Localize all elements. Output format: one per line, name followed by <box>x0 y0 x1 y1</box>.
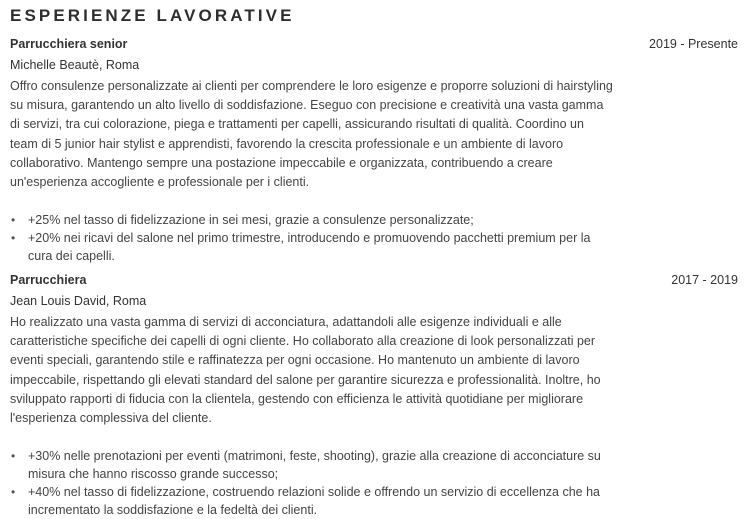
job-description: Ho realizzato una vasta gamma di servizi di acconciatura, adattandoli alle esigenze individuali e alle caratteristiche specifiche dei capelli di ogni cliente. Ho collaborato alla creazione di look personalizzati per eventi speciali, garantendo stile e raffinatezza per ogni occasione. Ho mantenuto un ambiente di lavoro impeccabile, rispettando gli elevati standard del salone per garantire sicurezza e professionalità. Inoltre, ho sviluppato rapporti di fiducia con la clientela, gestendo con efficienza le attività quotidiane per migliorare l'esperienza complessiva del cliente. <box>10 315 601 426</box>
job-period: 2019 - Presente <box>649 37 738 51</box>
achievement-item <box>10 447 615 483</box>
achievement-text: +25% nel tasso di fidelizzazione in sei mesi, grazie a consulenze personalizzate; <box>28 213 474 228</box>
achievements-list <box>10 447 615 519</box>
job-entry-2 <box>10 271 738 519</box>
achievement-item <box>10 229 615 265</box>
job-company: Michelle Beautè, Roma <box>10 58 140 72</box>
job-role: Parrucchiera <box>10 273 87 287</box>
section-title: ESPERIENZE LAVORATIVE <box>10 6 295 25</box>
job-header <box>10 35 738 53</box>
bullet-icon: • <box>11 449 16 464</box>
achievement-item <box>10 211 615 229</box>
achievement-text: +30% nelle prenotazioni per eventi (matrimoni, feste, shooting), grazie alla creazione di acconciature su misura che hanno riscosso grande successo; <box>28 449 601 482</box>
bullet-icon: • <box>11 485 16 500</box>
bullet-icon: • <box>11 213 16 228</box>
job-company: Jean Louis David, Roma <box>10 294 147 308</box>
achievement-item <box>10 483 615 519</box>
job-role: Parrucchiera senior <box>10 37 128 51</box>
achievement-text: +20% nei ricavi del salone nel primo trimestre, introducendo e promuovendo pacchetti premium per la cura dei capelli. <box>28 231 591 264</box>
job-header <box>10 271 738 289</box>
bullet-icon: • <box>11 231 16 246</box>
achievement-text: +40% nel tasso di fidelizzazione, costruendo relazioni solide e offrendo un servizio di eccellenza che ha incrementato la soddisfazione e la fedeltà dei clienti. <box>28 485 600 518</box>
job-period: 2017 - 2019 <box>671 273 738 287</box>
job-description: Offro consulenze personalizzate ai clienti per comprendere le loro esigenze e proporre soluzioni di hairstyling su misura, garantendo un alto livello di soddisfazione. Eseguo con precisione e creatività una vasta gamma di servizi, tra cui colorazione, piega e trattamenti per capelli, assicurando risultati di qualità. Coordino un team di 5 junior hair stylist e apprendisti, favorendo la crescita professionale e un ambiente di lavoro collaborativo. Mantengo sempre una postazione impeccabile e organizzata, contribuendo a creare un'esperienza accogliente e professionale per i clienti. <box>10 79 613 190</box>
achievements-list <box>10 211 615 265</box>
job-entry-1 <box>10 35 738 265</box>
